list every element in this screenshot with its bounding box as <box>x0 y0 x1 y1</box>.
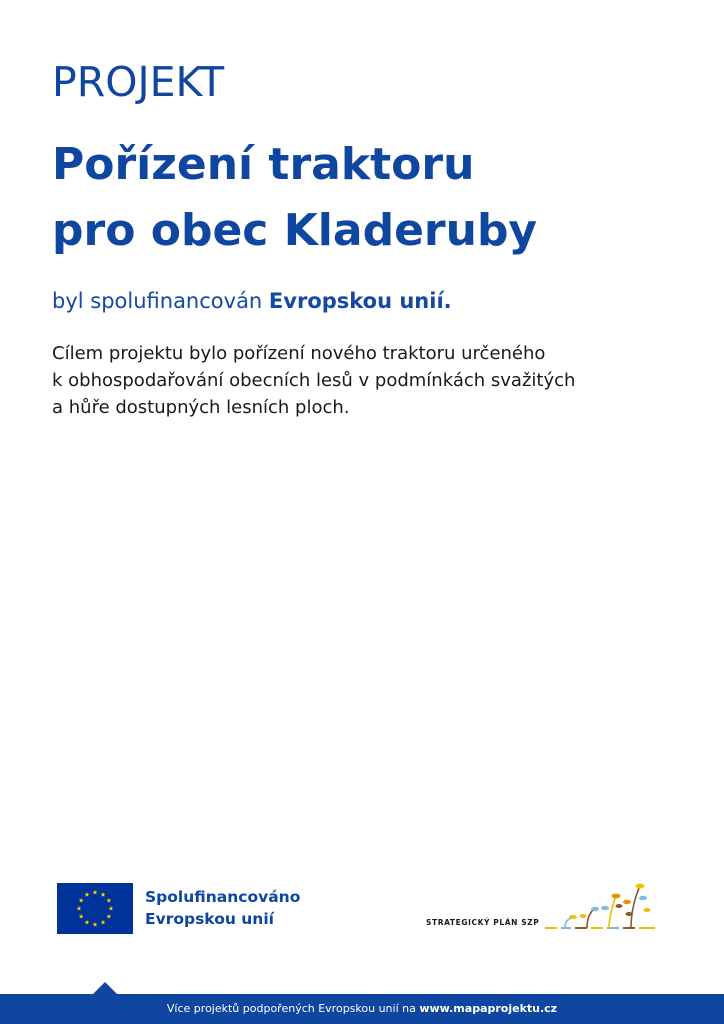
project-kicker: PROJEKT <box>52 58 225 106</box>
cofinancing-eu: Evropskou unií. <box>268 289 452 313</box>
szp-logo-label: STRATEGICKÝ PLÁN SZP <box>426 918 540 927</box>
description-line-1: Cílem projektu bylo pořízení nového traktoru určeného <box>52 343 546 364</box>
szp-logo <box>426 880 661 936</box>
description-line-2: k obhospodařování obecních lesů v podmínkách svažitých <box>52 370 576 391</box>
footer-bar <box>0 994 724 1024</box>
footer-text: Více projektů podpořených Evropskou unií na <box>166 1002 420 1015</box>
cofinancing-statement <box>52 287 452 315</box>
eu-cofunding-logo <box>57 882 300 934</box>
project-title-line-2: pro obec Kladeruby <box>52 205 538 256</box>
cofinancing-prefix: byl spolufinancován <box>52 289 269 313</box>
eu-logo-line-2: Evropskou unií <box>145 910 274 928</box>
footer-notch <box>93 982 117 994</box>
project-title-line-1: Pořízení traktoru <box>52 139 475 190</box>
sprouting-plants-icon <box>543 880 661 936</box>
footer-link[interactable]: www.mapaprojektu.cz <box>419 1002 558 1015</box>
project-description <box>52 340 672 421</box>
eu-logo-text <box>145 886 300 930</box>
project-title <box>52 132 692 264</box>
description-line-3: a hůře dostupných lesních ploch. <box>52 397 350 418</box>
eu-flag-icon <box>57 883 133 934</box>
eu-logo-line-1: Spolufinancováno <box>145 888 301 906</box>
